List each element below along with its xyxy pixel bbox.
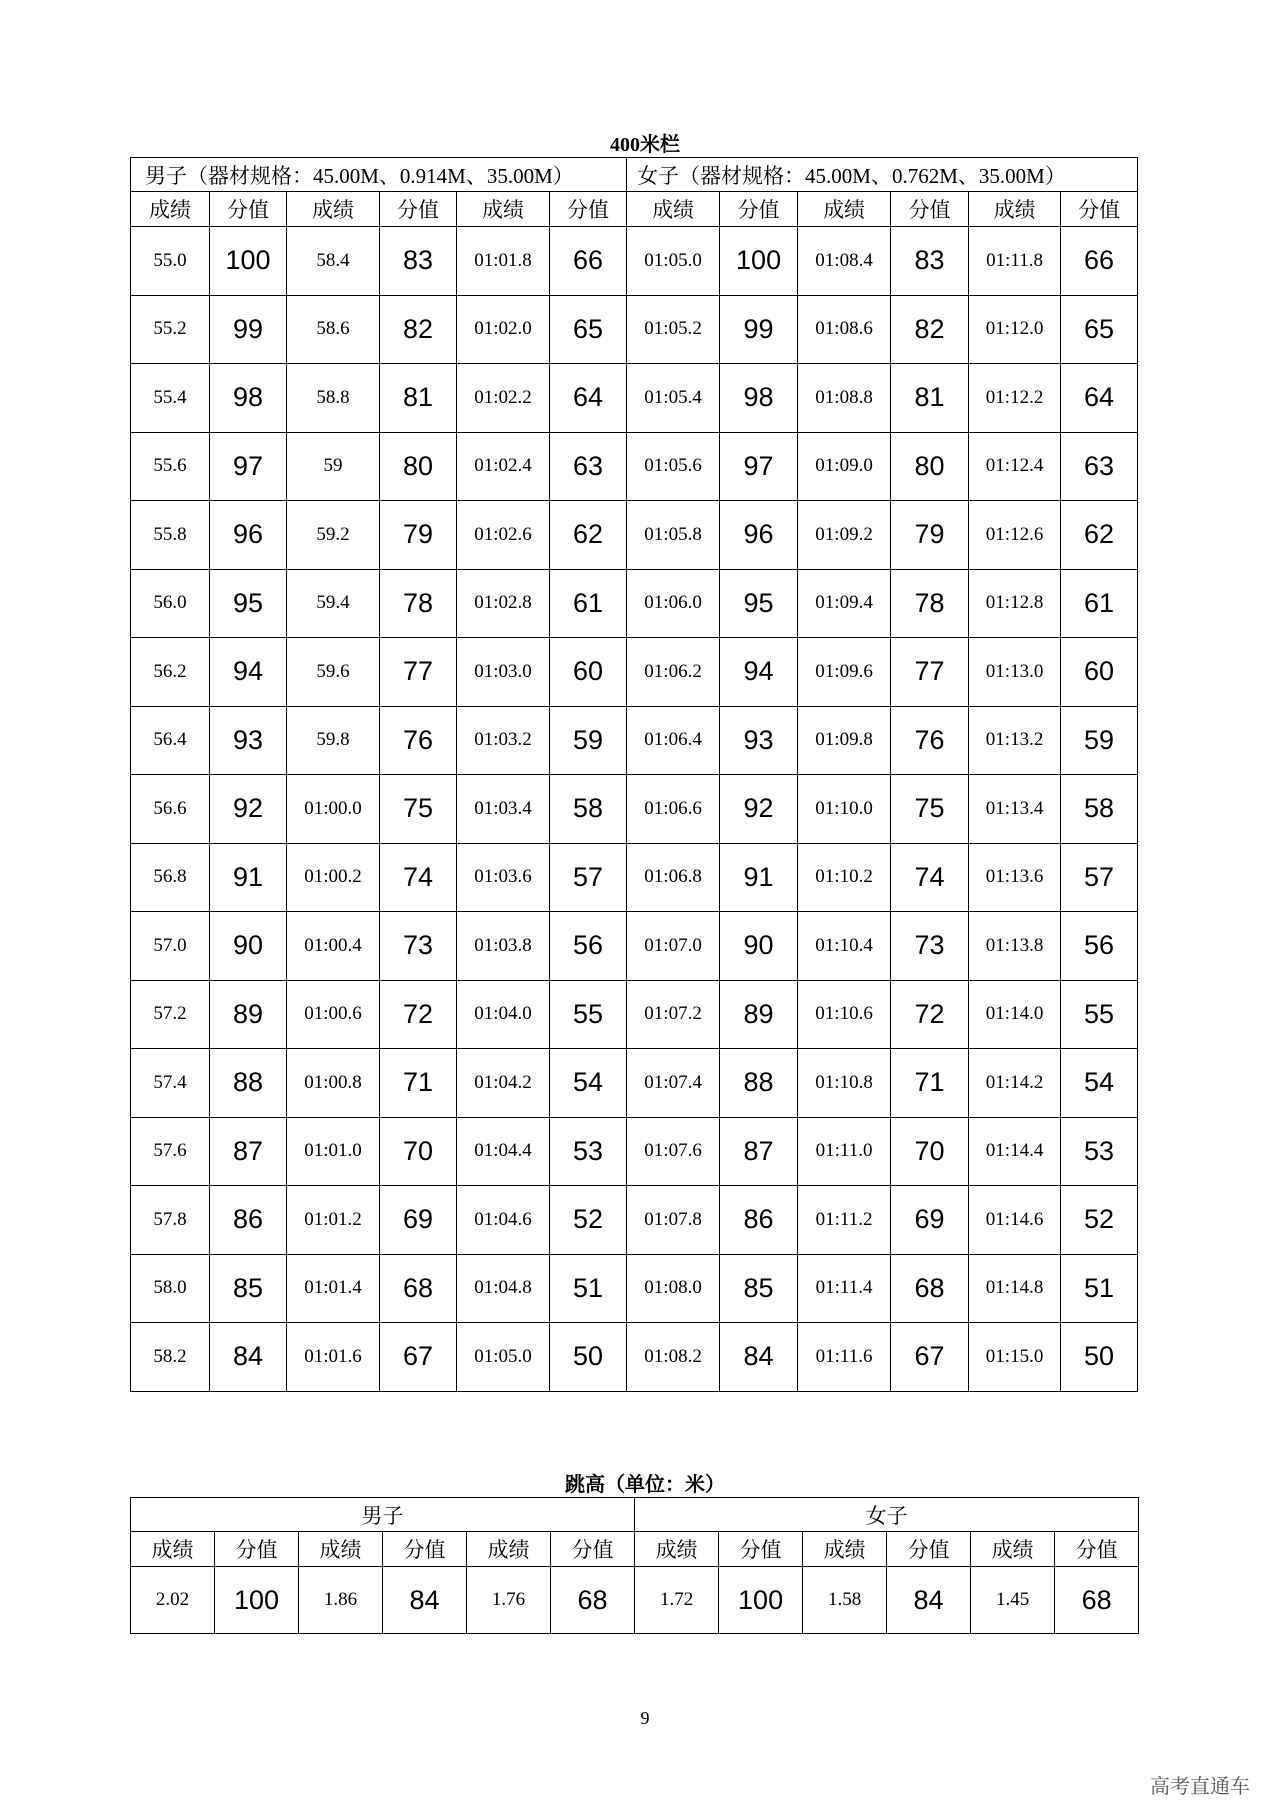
score-cell: 67 [891,1323,969,1392]
score-cell: 79 [380,501,457,570]
result-cell: 01:09.4 [798,569,891,638]
watermark: 高考直通车 [1150,1774,1250,1798]
score-cell: 77 [380,638,457,707]
table-row [131,432,1138,501]
score-cell: 54 [550,1049,627,1118]
result-cell: 55.4 [131,364,210,433]
result-cell: 01:01.2 [287,1186,380,1255]
score-cell: 64 [1061,364,1138,433]
result-cell: 01:05.6 [627,432,720,501]
score-cell: 52 [550,1186,627,1255]
table-row [131,295,1138,364]
score-cell: 63 [550,432,627,501]
score-cell: 90 [720,912,798,981]
score-cell: 53 [1061,1117,1138,1186]
result-column-header: 成绩 [635,1532,719,1567]
result-cell: 01:13.2 [969,706,1061,775]
score-cell: 58 [550,775,627,844]
result-cell: 1.45 [971,1567,1055,1634]
score-cell: 93 [210,706,287,775]
score-cell: 58 [1061,775,1138,844]
result-cell: 01:07.8 [627,1186,720,1255]
result-cell: 01:00.0 [287,775,380,844]
table-row [131,227,1138,296]
score-cell: 59 [550,706,627,775]
score-cell: 91 [720,843,798,912]
result-column-header: 成绩 [969,192,1061,227]
result-cell: 01:09.8 [798,706,891,775]
result-cell: 01:02.8 [457,569,550,638]
score-cell: 97 [210,432,287,501]
result-cell: 01:04.0 [457,980,550,1049]
score-column-header: 分值 [1055,1532,1139,1567]
table-row [131,1117,1138,1186]
score-column-header: 分值 [380,192,457,227]
score-cell: 72 [380,980,457,1049]
score-cell: 91 [210,843,287,912]
result-cell: 56.8 [131,843,210,912]
result-cell: 56.0 [131,569,210,638]
score-cell: 89 [720,980,798,1049]
result-cell: 57.0 [131,912,210,981]
result-column-header: 成绩 [131,1532,215,1567]
score-cell: 73 [380,912,457,981]
result-cell: 01:01.0 [287,1117,380,1186]
score-cell: 66 [1061,227,1138,296]
score-cell: 50 [550,1323,627,1392]
result-cell: 01:08.2 [627,1323,720,1392]
table-row [131,980,1138,1049]
score-column-header: 分值 [383,1532,467,1567]
score-cell: 68 [380,1254,457,1323]
result-cell: 01:13.4 [969,775,1061,844]
score-cell: 69 [380,1186,457,1255]
result-cell: 59.4 [287,569,380,638]
page-number: 9 [640,1708,650,1728]
result-cell: 59 [287,432,380,501]
result-cell: 1.86 [299,1567,383,1634]
result-cell: 01:04.2 [457,1049,550,1118]
result-cell: 01:14.6 [969,1186,1061,1255]
score-cell: 52 [1061,1186,1138,1255]
score-cell: 81 [891,364,969,433]
score-cell: 94 [210,638,287,707]
score-cell: 94 [720,638,798,707]
result-cell: 01:03.8 [457,912,550,981]
result-cell: 59.8 [287,706,380,775]
score-cell: 74 [891,843,969,912]
result-cell: 01:12.6 [969,501,1061,570]
table-row [131,1049,1138,1118]
result-cell: 01:06.6 [627,775,720,844]
score-cell: 65 [550,295,627,364]
score-cell: 88 [210,1049,287,1118]
score-column-header: 分值 [887,1532,971,1567]
result-cell: 01:03.0 [457,638,550,707]
result-cell: 01:10.4 [798,912,891,981]
result-cell: 01:12.4 [969,432,1061,501]
result-column-header: 成绩 [467,1532,551,1567]
result-column-header: 成绩 [299,1532,383,1567]
score-cell: 80 [891,432,969,501]
result-cell: 01:02.6 [457,501,550,570]
table-row [131,1186,1138,1255]
result-cell: 01:04.6 [457,1186,550,1255]
result-cell: 01:13.8 [969,912,1061,981]
score-cell: 61 [1061,569,1138,638]
result-cell: 01:03.6 [457,843,550,912]
score-cell: 55 [550,980,627,1049]
score-cell: 84 [887,1567,971,1634]
score-cell: 86 [210,1186,287,1255]
score-column-header: 分值 [891,192,969,227]
score-cell: 76 [891,706,969,775]
table-row [131,706,1138,775]
score-cell: 88 [720,1049,798,1118]
result-cell: 58.2 [131,1323,210,1392]
score-cell: 69 [891,1186,969,1255]
score-cell: 96 [720,501,798,570]
result-cell: 01:08.6 [798,295,891,364]
result-cell: 01:00.2 [287,843,380,912]
result-cell: 01:06.4 [627,706,720,775]
score-cell: 67 [380,1323,457,1392]
result-column-header: 成绩 [131,192,210,227]
result-cell: 01:04.4 [457,1117,550,1186]
result-cell: 01:01.6 [287,1323,380,1392]
score-cell: 95 [210,569,287,638]
result-cell: 01:00.8 [287,1049,380,1118]
result-cell: 01:06.0 [627,569,720,638]
score-cell: 78 [380,569,457,638]
result-cell: 01:03.4 [457,775,550,844]
result-cell: 01:01.8 [457,227,550,296]
score-cell: 74 [380,843,457,912]
score-cell: 76 [380,706,457,775]
score-cell: 86 [720,1186,798,1255]
score-cell: 84 [210,1323,287,1392]
score-cell: 84 [383,1567,467,1634]
score-cell: 72 [891,980,969,1049]
result-column-header: 成绩 [627,192,720,227]
result-cell: 01:09.6 [798,638,891,707]
result-cell: 58.4 [287,227,380,296]
score-cell: 55 [1061,980,1138,1049]
score-cell: 57 [550,843,627,912]
score-cell: 85 [210,1254,287,1323]
result-cell: 55.6 [131,432,210,501]
result-cell: 01:10.6 [798,980,891,1049]
score-cell: 87 [720,1117,798,1186]
score-cell: 50 [1061,1323,1138,1392]
result-cell: 01:10.8 [798,1049,891,1118]
result-cell: 01:08.8 [798,364,891,433]
score-cell: 57 [1061,843,1138,912]
score-cell: 93 [720,706,798,775]
score-cell: 83 [891,227,969,296]
score-cell: 68 [1055,1567,1139,1634]
score-cell: 83 [380,227,457,296]
result-cell: 01:14.8 [969,1254,1061,1323]
score-cell: 51 [550,1254,627,1323]
result-cell: 01:14.0 [969,980,1061,1049]
score-cell: 75 [380,775,457,844]
result-cell: 01:11.4 [798,1254,891,1323]
score-cell: 99 [720,295,798,364]
highjump-title: 跳高（单位：米） [565,1474,725,1496]
result-cell: 01:00.4 [287,912,380,981]
score-cell: 99 [210,295,287,364]
score-cell: 64 [550,364,627,433]
result-column-header: 成绩 [287,192,380,227]
table-row [131,1567,1139,1634]
result-cell: 01:09.2 [798,501,891,570]
score-cell: 75 [891,775,969,844]
result-cell: 01:14.2 [969,1049,1061,1118]
result-cell: 01:06.8 [627,843,720,912]
result-column-header: 成绩 [457,192,550,227]
result-cell: 01:07.0 [627,912,720,981]
highjump-table [130,1497,1139,1634]
score-cell: 82 [891,295,969,364]
score-cell: 92 [720,775,798,844]
score-cell: 62 [1061,501,1138,570]
result-cell: 01:05.0 [627,227,720,296]
result-cell: 01:11.8 [969,227,1061,296]
women-group-header: 女子 [635,1498,1139,1532]
score-cell: 98 [720,364,798,433]
result-cell: 01:12.0 [969,295,1061,364]
score-cell: 51 [1061,1254,1138,1323]
result-cell: 59.6 [287,638,380,707]
score-cell: 65 [1061,295,1138,364]
result-cell: 01:06.2 [627,638,720,707]
result-cell: 01:11.6 [798,1323,891,1392]
result-column-header: 成绩 [803,1532,887,1567]
score-cell: 59 [1061,706,1138,775]
result-cell: 55.0 [131,227,210,296]
score-column-header: 分值 [550,192,627,227]
score-cell: 100 [210,227,287,296]
score-cell: 68 [891,1254,969,1323]
score-cell: 96 [210,501,287,570]
result-cell: 01:05.4 [627,364,720,433]
score-cell: 92 [210,775,287,844]
result-cell: 1.72 [635,1567,719,1634]
result-cell: 01:07.2 [627,980,720,1049]
score-cell: 70 [380,1117,457,1186]
score-column-header: 分值 [719,1532,803,1567]
score-cell: 78 [891,569,969,638]
result-cell: 2.02 [131,1567,215,1634]
result-column-header: 成绩 [798,192,891,227]
score-cell: 60 [1061,638,1138,707]
result-cell: 01:08.4 [798,227,891,296]
score-cell: 87 [210,1117,287,1186]
hurdles-table [130,157,1138,1392]
score-column-header: 分值 [551,1532,635,1567]
score-cell: 56 [1061,912,1138,981]
result-cell: 01:04.8 [457,1254,550,1323]
score-cell: 68 [551,1567,635,1634]
score-cell: 100 [215,1567,299,1634]
score-cell: 100 [720,227,798,296]
table-row [131,364,1138,433]
score-cell: 61 [550,569,627,638]
result-cell: 01:11.2 [798,1186,891,1255]
result-cell: 57.4 [131,1049,210,1118]
result-cell: 59.2 [287,501,380,570]
score-cell: 90 [210,912,287,981]
result-cell: 01:15.0 [969,1323,1061,1392]
result-cell: 01:03.2 [457,706,550,775]
result-cell: 57.8 [131,1186,210,1255]
score-column-header: 分值 [1061,192,1138,227]
score-cell: 80 [380,432,457,501]
score-cell: 60 [550,638,627,707]
table-row [131,501,1138,570]
score-cell: 97 [720,432,798,501]
result-cell: 57.2 [131,980,210,1049]
result-cell: 01:02.2 [457,364,550,433]
men-group-header: 男子 [131,1498,635,1532]
score-cell: 54 [1061,1049,1138,1118]
table-row [131,569,1138,638]
table-row [131,1254,1138,1323]
result-cell: 1.76 [467,1567,551,1634]
score-cell: 82 [380,295,457,364]
result-cell: 01:05.8 [627,501,720,570]
result-cell: 55.8 [131,501,210,570]
score-cell: 95 [720,569,798,638]
score-cell: 62 [550,501,627,570]
result-cell: 01:05.0 [457,1323,550,1392]
score-cell: 53 [550,1117,627,1186]
score-cell: 70 [891,1117,969,1186]
score-cell: 79 [891,501,969,570]
result-cell: 01:09.0 [798,432,891,501]
score-cell: 84 [720,1323,798,1392]
table-row [131,843,1138,912]
result-cell: 01:02.0 [457,295,550,364]
result-cell: 01:07.4 [627,1049,720,1118]
result-cell: 01:00.6 [287,980,380,1049]
table-row [131,912,1138,981]
result-cell: 01:12.8 [969,569,1061,638]
table-row [131,638,1138,707]
score-cell: 71 [891,1049,969,1118]
result-cell: 58.6 [287,295,380,364]
men-group-header: 男子（器材规格：45.00M、0.914M、35.00M） [131,158,627,192]
score-cell: 85 [720,1254,798,1323]
score-column-header: 分值 [210,192,287,227]
result-cell: 01:12.2 [969,364,1061,433]
result-cell: 58.8 [287,364,380,433]
table-row [131,775,1138,844]
result-cell: 56.2 [131,638,210,707]
score-cell: 77 [891,638,969,707]
result-column-header: 成绩 [971,1532,1055,1567]
score-cell: 56 [550,912,627,981]
score-cell: 71 [380,1049,457,1118]
result-cell: 01:10.2 [798,843,891,912]
result-cell: 01:14.4 [969,1117,1061,1186]
score-column-header: 分值 [720,192,798,227]
table-row [131,1323,1138,1392]
result-cell: 01:11.0 [798,1117,891,1186]
score-column-header: 分值 [215,1532,299,1567]
result-cell: 56.4 [131,706,210,775]
result-cell: 01:08.0 [627,1254,720,1323]
hurdles-title: 400米栏 [610,134,680,156]
result-cell: 01:02.4 [457,432,550,501]
result-cell: 1.58 [803,1567,887,1634]
result-cell: 01:01.4 [287,1254,380,1323]
result-cell: 01:13.6 [969,843,1061,912]
result-cell: 55.2 [131,295,210,364]
result-cell: 01:07.6 [627,1117,720,1186]
score-cell: 100 [719,1567,803,1634]
score-cell: 66 [550,227,627,296]
result-cell: 56.6 [131,775,210,844]
result-cell: 57.6 [131,1117,210,1186]
score-cell: 98 [210,364,287,433]
score-cell: 89 [210,980,287,1049]
result-cell: 58.0 [131,1254,210,1323]
result-cell: 01:13.0 [969,638,1061,707]
result-cell: 01:10.0 [798,775,891,844]
score-cell: 73 [891,912,969,981]
women-group-header: 女子（器材规格：45.00M、0.762M、35.00M） [627,158,1138,192]
result-cell: 01:05.2 [627,295,720,364]
score-cell: 63 [1061,432,1138,501]
score-cell: 81 [380,364,457,433]
